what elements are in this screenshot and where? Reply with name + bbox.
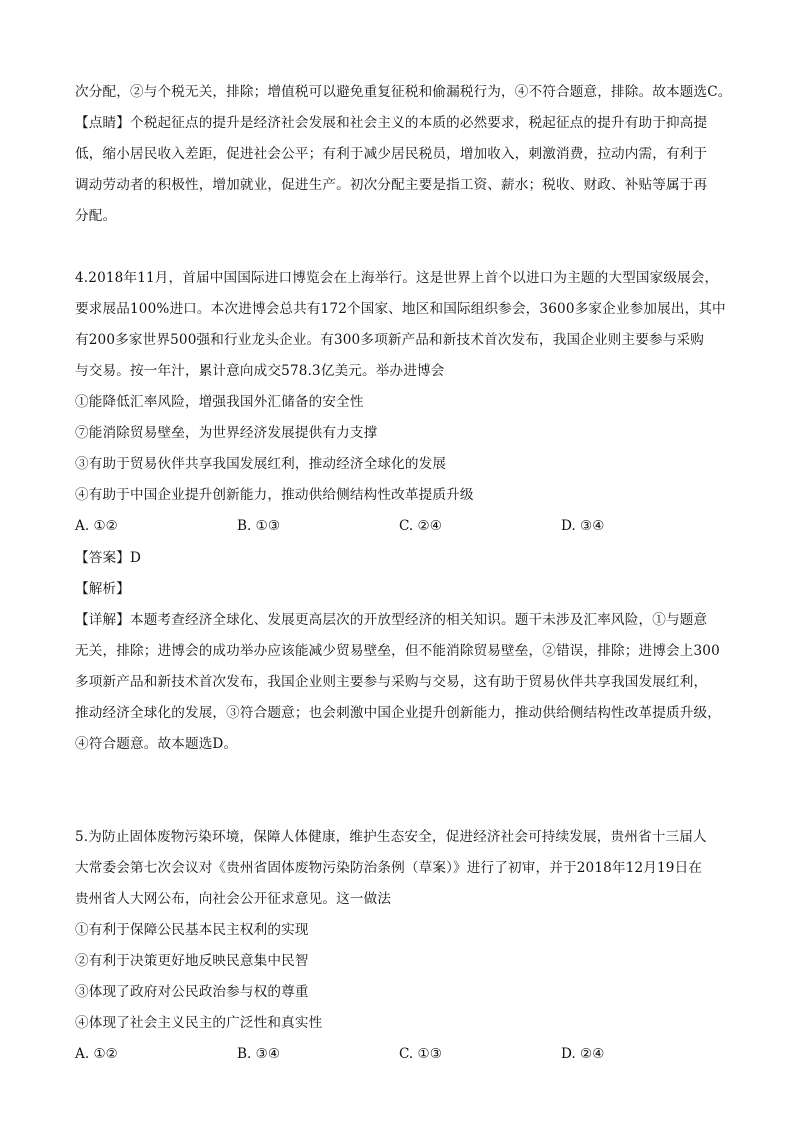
question-5-statement: ②有利于决策更好地反映民意集中民智	[75, 953, 309, 969]
answer-line: 【答案】D	[75, 550, 142, 566]
explanation-line: 多项新产品和新技术首次发布，我国企业则主要参与采购与交易，这有助于贸易伙伴共享我国发展红利，	[75, 674, 708, 690]
question-4-option-c: C. ②④	[399, 518, 442, 534]
question-4-statement: ③有助于贸易伙伴共享我国发展红利，推动经济全球化的发展	[75, 456, 447, 472]
question-4-option-b: B. ①③	[237, 518, 281, 534]
question-5-option-c: C. ①③	[399, 1046, 442, 1062]
question-5-stem: 大常委会第七次会议对《贵州省固体废物污染防治条例（草案）》进行了初审，并于2018年12月19日在	[75, 860, 703, 876]
question-5-statement: ④体现了社会主义民主的广泛性和真实性	[75, 1015, 323, 1031]
paragraph-line: 分配。	[75, 208, 117, 224]
question-4-stem: 与交易。按一年汁，累计意向成交578.3亿美元。举办进博会	[75, 363, 445, 379]
hint-heading-line: 【点睛】个税起征点的提升是经济社会发展和社会主义的本质的必然要求，税起征点的提升有助于抑高提	[75, 115, 708, 131]
question-4-option-d: D. ③④	[561, 518, 605, 534]
question-5-stem: 贵州省人大网公布，向社会公开征求意见。这一做法	[75, 891, 392, 907]
question-4-option-a: A. ①②	[75, 518, 118, 534]
question-4-stem: 有200多家世界500强和行业龙头企业。有300多项新产品和新技术首次发布，我国企业则主要参与采购	[75, 332, 704, 348]
question-5-statement: ①有利于保障公民基本民主权利的实现	[75, 922, 309, 938]
question-4-statement: ①能降低汇率风险，增强我国外汇储备的安全性	[75, 394, 364, 410]
question-4-statement: ⑦能消除贸易壁垒，为世界经济发展提供有力支撑	[75, 425, 378, 441]
question-5-stem: 5.为防止固体废物污染环境，保障人体健康，维护生态安全，促进经济社会可持续发展，贵州省十三届人	[75, 829, 707, 845]
analysis-heading: 【解析】	[75, 581, 130, 597]
paragraph-line: 调动劳动者的积极性，增加就业，促进生产。初次分配主要是指工资、薪水；税收、财政、补贴等属于再	[75, 177, 708, 193]
explanation-line: 推动经济全球化的发展，③符合题意；也会刺激中国企业提升创新能力，推动供给侧结构性改革提质升级，	[75, 705, 721, 721]
question-5-statement: ③体现了政府对公民政治参与权的尊重	[75, 984, 309, 1000]
question-4-statement: ④有助于中国企业提升创新能力，推动供给侧结构性改革提质升级	[75, 487, 474, 503]
question-5-option-a: A. ①②	[75, 1046, 118, 1062]
question-4-stem: 4.2018年11月，首届中国国际进口博览会在上海举行。这是世界上首个以进口为主题的大型国家级展会，	[75, 270, 719, 286]
question-4-stem: 要求展品100%进口。本次进博会总共有172个国家、地区和国际组织参会，3600多家企业参加展出，其中	[75, 301, 726, 317]
question-5-option-d: D. ②④	[561, 1046, 605, 1062]
explanation-line: ④符合题意。故本题选D。	[75, 736, 238, 752]
explanation-line: 无关，排除；进博会的成功举办应该能减少贸易壁垒，但不能消除贸易壁垒，②错误，排除；进博会上300	[75, 643, 720, 659]
question-5-option-b: B. ③④	[237, 1046, 281, 1062]
explanation-line: 【详解】本题考查经济全球化、发展更高层次的开放型经济的相关知识。题干未涉及汇率风险，①与题意	[75, 612, 708, 628]
paragraph-line: 次分配，②与个税无关，排除；增值税可以避免重复征税和偷漏税行为，④不符合题意，排除。故本题选C。	[75, 84, 732, 100]
paragraph-line: 低，缩小居民收入差距，促进社会公平；有利于减少居民税员，增加收入，刺激消费，拉动内需，有利于	[75, 146, 708, 162]
